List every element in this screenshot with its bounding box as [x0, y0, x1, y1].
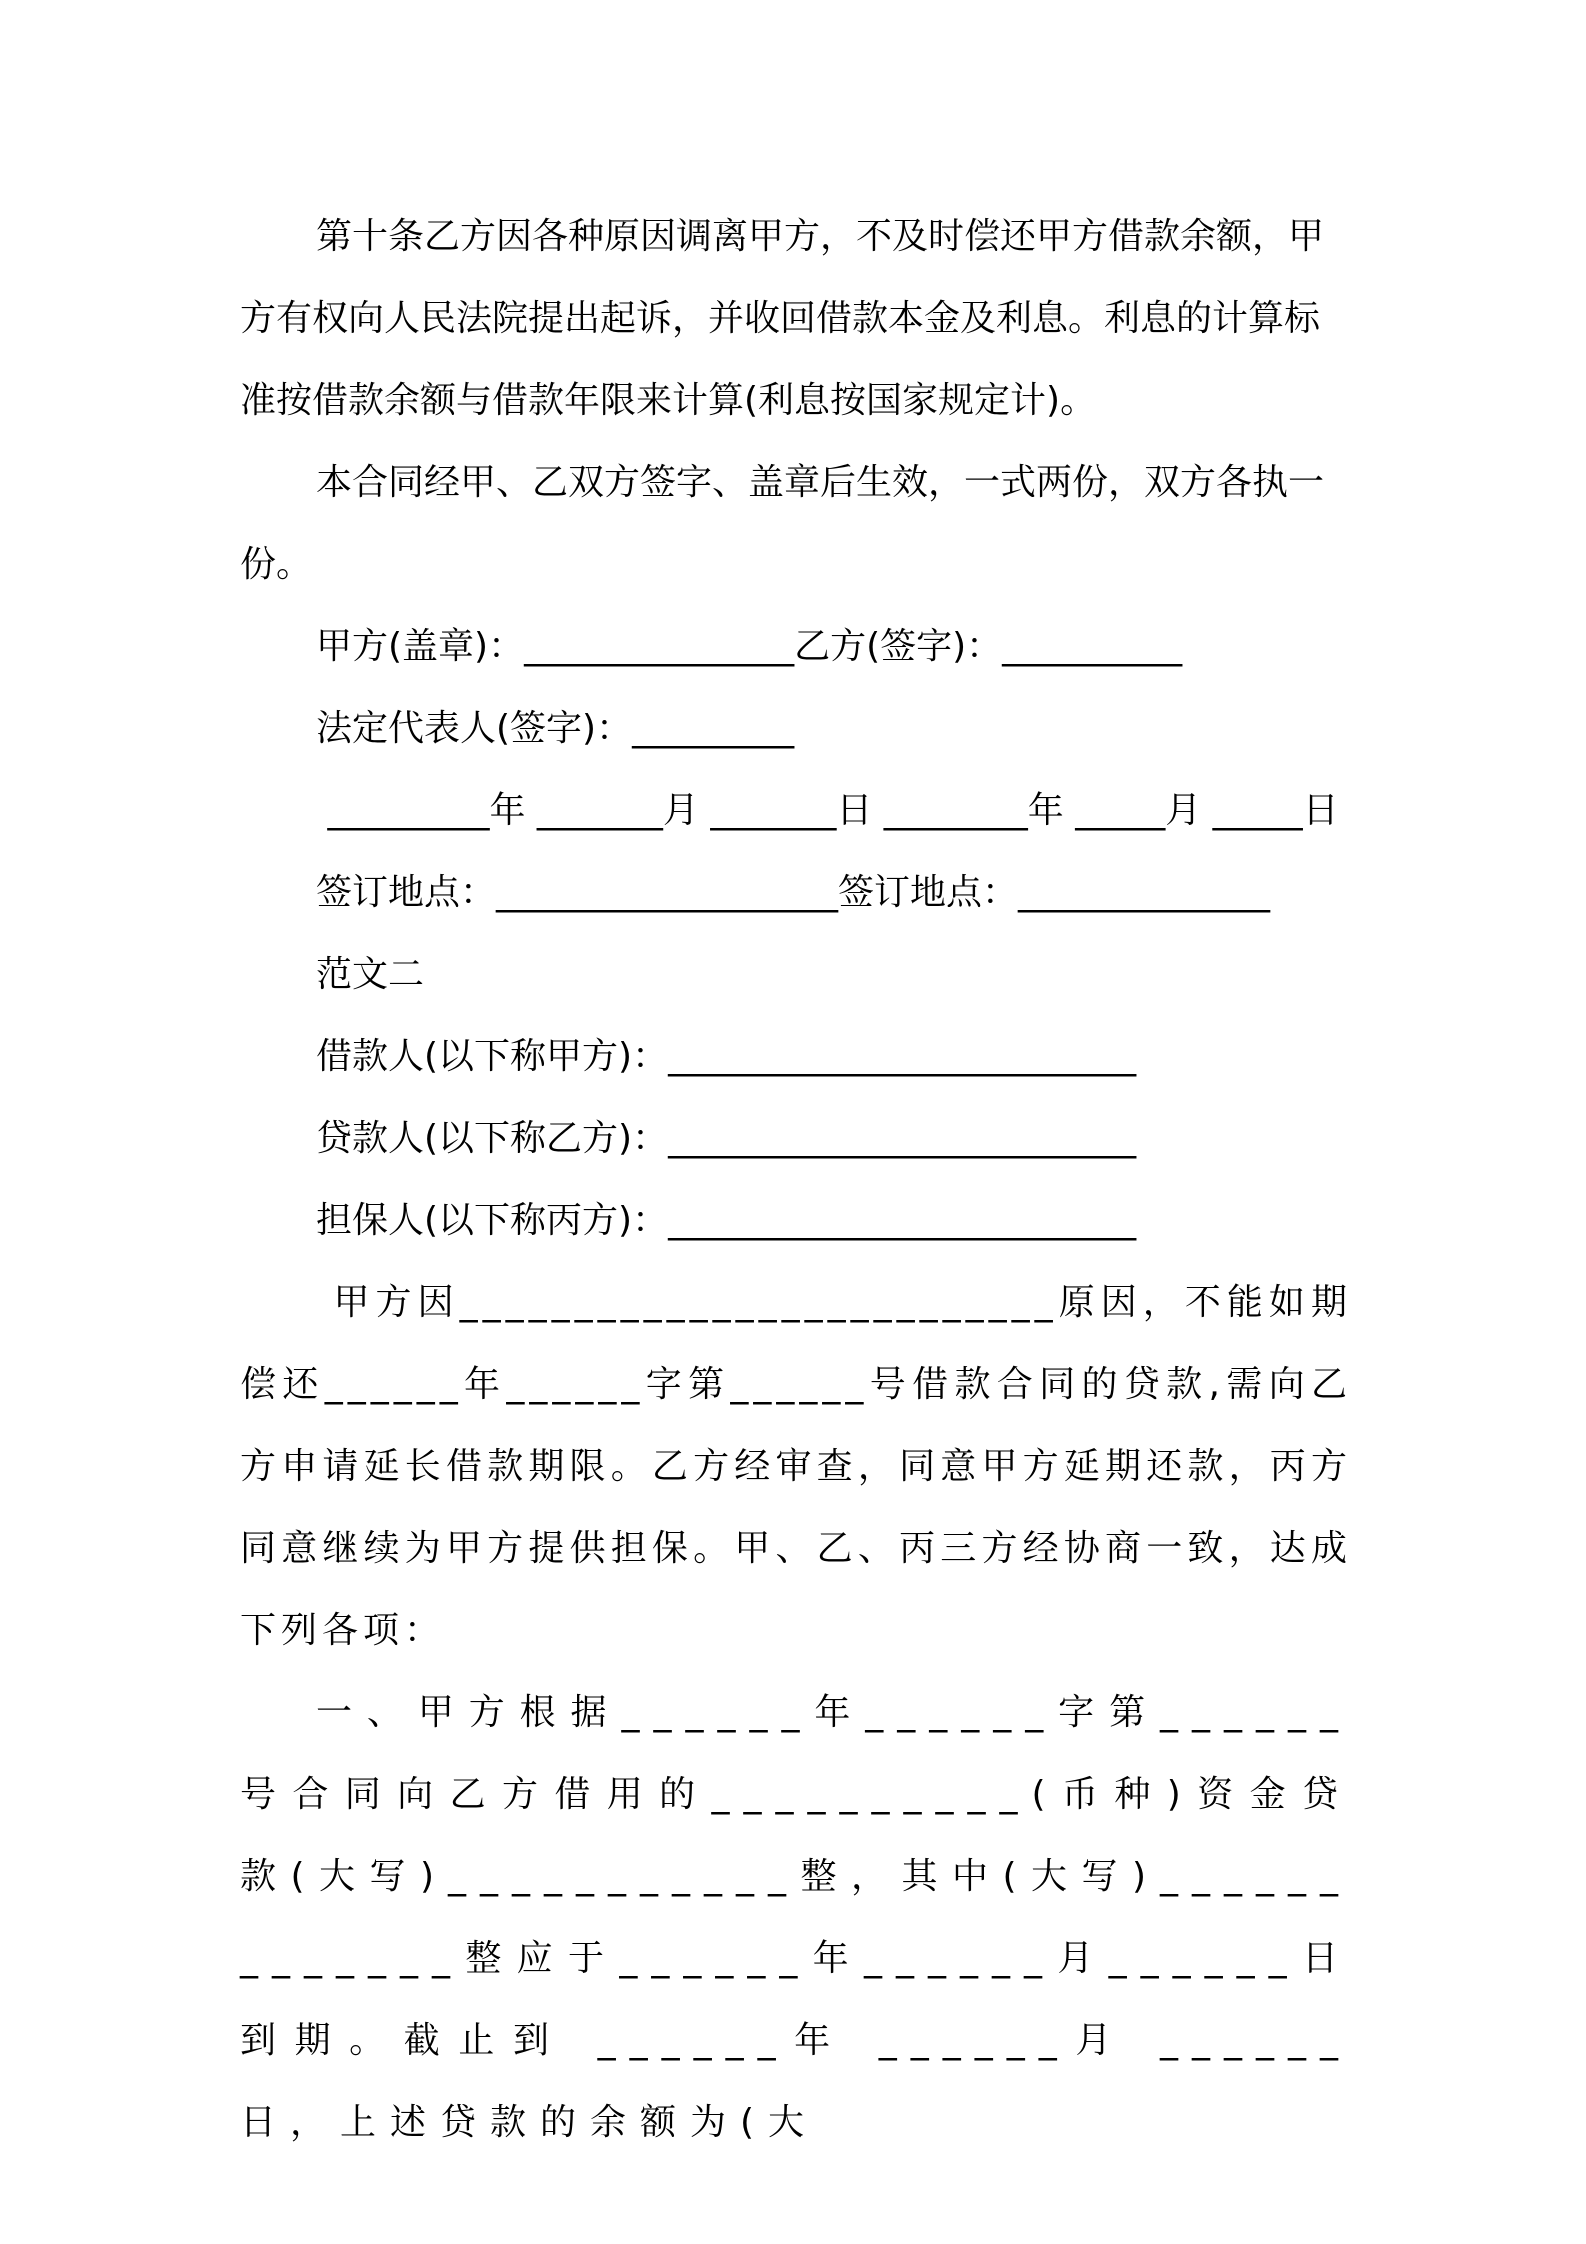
- date-line: _________年 _______月 _______日 ________年 _____月 _____日: [316, 790, 1339, 831]
- borrower-line: 借款人(以下称甲方)：__________________________: [316, 1036, 1137, 1077]
- paragraph-extension-request: 甲方因__________________________原因，不能如期偿还______年______字第______号借款合同的贷款,需向乙方申请延长借款期限。乙方经审查，同意甲方延期还款，丙方同意继续为甲方提供担保。甲、乙、丙三方经协商一致，达成下列各项：: [240, 1282, 1352, 1651]
- signing-place-line: 签订地点：___________________签订地点：______________: [316, 872, 1271, 913]
- signature-line-legal-representative: 法定代表人(签字)：_________: [316, 708, 795, 749]
- document-body: [240, 196, 1352, 2164]
- paragraph-article-ten: 第十条乙方因各种原因调离甲方，不及时偿还甲方借款余额，甲方有权向人民法院提出起诉，并收回借款本金及利息。利息的计算标准按借款余额与借款年限来计算(利息按国家规定计)。: [240, 216, 1325, 421]
- paragraph-contract-effect: 本合同经甲、乙双方签字、盖章后生效，一式两份，双方各执一份。: [240, 462, 1325, 585]
- paragraph-clause-one: 一、甲方根据______年______字第______号合同向乙方借用的__________(币种)资金贷款(大写)___________整，其中(大写)_____________整应于______年______月______日到期。截止到 ______年 ______月 ______日，上述贷款的余额为(大: [240, 1692, 1353, 2143]
- signature-line-parties: 甲方(盖章)：_______________乙方(签字)：__________: [316, 626, 1183, 667]
- lender-line: 贷款人(以下称乙方)：__________________________: [316, 1118, 1137, 1159]
- section-heading-sample-two: 范文二: [316, 954, 425, 995]
- guarantor-line: 担保人(以下称丙方)：__________________________: [316, 1200, 1137, 1241]
